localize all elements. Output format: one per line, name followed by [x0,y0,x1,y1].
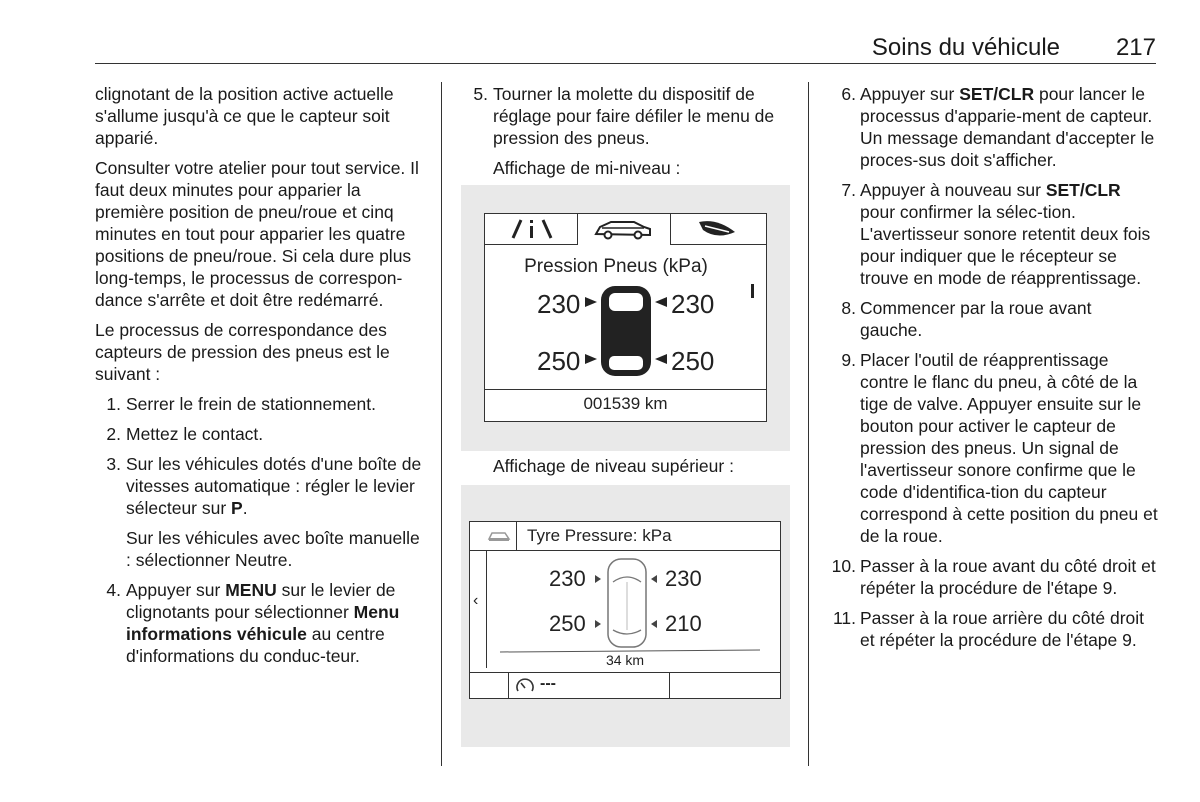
footer-divider-left [508,672,509,698]
section-title: Soins du véhicule [871,34,1060,61]
paragraph-2: Consulter votre atelier pour tout service. Il faut deux minutes pour apparier la première position de pneu/roue et cinq minutes en tout pour apparier les quatre positions de pneu/roue. Si cela dure plus long‐temps, le processus de correspon‐dance s'arrête et doit être redémarré. [95,158,419,310]
list-item [828,555,1158,599]
caption-upper-level: Affichage de niveau supérieur : [493,456,734,476]
caption-mid-level: Affichage de mi-niveau : [493,158,681,178]
step-text: Mettez le contact. [126,424,264,444]
step-text: Sur les véhicules dotés d'une boîte de vitesses automatique : régler le levier sélecteur sur [126,454,422,518]
step-number: 9. [841,350,856,370]
step-subtext: Sur les véhicules avec boîte manuelle : sélectionner Neutre. [126,528,420,570]
column-divider-2 [808,82,809,766]
step-text: Placer l'outil de réapprentissage contre le flanc du pneu, à côté de la tige de valve. Appuyer ensuite sur le bouton pour activer le capteur de pression des pneus. Un signal de l'avertisseur sonore confirme que le code d'identifica‐tion du capteur correspond à cette position du pneu et de la roue. [860,350,1158,546]
pressure-front-left: 230 [549,566,586,591]
step-bold: SET/CLR [1045,180,1121,200]
column-divider-1 [441,82,442,766]
display-screen [484,213,767,422]
paragraph-3: Le processus de correspondance des capteurs de pression des pneus est le suivant : [95,320,390,384]
list-item [95,453,427,571]
tire-pressure-title: Pression Pneus (kPa) [524,256,708,277]
step-text: Commencer par la roue avant gauche. [860,298,1092,340]
list-item [828,607,1158,651]
footer-divider [470,672,780,673]
odometer-divider [485,389,766,390]
list-item [828,83,1158,171]
paragraph-1: clignotant de la position active actuelle s'allume jusqu'à ce que le capteur soit apparié. [95,84,394,148]
step-number: 8. [841,298,856,318]
step-text-end: au centre d'informations du conduc‐teur. [126,624,385,666]
pressure-front-left: 230 [537,289,581,319]
step-number: 4. [106,580,121,600]
step-number: 1. [106,394,121,414]
speedometer-icon [515,678,535,694]
step-number: 2. [106,424,121,444]
step-text: Appuyer sur [126,580,226,600]
footer-divider-right [669,672,670,698]
pressure-front-right: 230 [665,566,702,591]
pressure-rear-right: 210 [665,611,702,636]
step-text: Appuyer sur [860,84,960,104]
step-text: Serrer le frein de stationnement. [126,394,376,414]
tire-pressure-title: Tyre Pressure: kPa [527,526,672,545]
pressure-front-right: 230 [671,289,715,319]
step-number: 5. [473,84,488,104]
step-text-end: . [242,498,248,518]
pressure-rear-left: 250 [537,346,581,376]
mid-level-display-figure [461,185,790,451]
odometer-value: 001539 km [583,394,668,413]
steps-list-2 [470,83,792,149]
step-number: 11. [832,608,856,628]
list-item [828,349,1158,547]
steps-list-3 [828,83,1158,651]
chevron-left-icon[interactable]: ‹ [473,592,479,609]
footer-value: --- [540,675,556,692]
step-text-end: pour lancer le processus d'apparie‐ment de capteur. Un message demandant d'accepter le proces‐sus doit s'afficher. [860,84,1155,170]
step-text: Passer à la roue arrière du côté droit et répéter la procédure de l'étape 9. [860,608,1145,650]
step-text-end: pour confirmer la sélec‐tion. L'avertisseur sonore retentit deux fois pour indiquer que le récepteur se trouve en mode de réapprentissage. [860,202,1151,288]
pressure-rear-left: 250 [549,611,586,636]
step-text: Passer à la roue avant du côté droit et répéter la procédure de l'étape 9. [860,556,1156,598]
column-left [95,83,427,675]
step-text: Appuyer à nouveau sur [860,180,1046,200]
step-bold-menu: MENU [225,580,277,600]
display-screen [469,521,781,699]
trip-distance: 34 km [605,652,645,668]
list-item [828,297,1158,341]
step-number: 7. [841,180,856,200]
list-item [828,179,1158,289]
header-divider [95,63,1156,64]
list-item [470,83,792,149]
steps-list-1 [95,393,427,667]
step-bold: SET/CLR [959,84,1035,104]
step-number: 3. [106,454,121,474]
step-number: 10. [831,556,856,576]
list-item [95,579,427,667]
page-number: 217 [1115,34,1156,61]
list-item [95,393,427,415]
upper-level-display-figure [461,485,790,747]
step-bold: P [231,498,243,518]
step-number: 6. [841,84,856,104]
step-bold-menu-item: Menu informations véhicule [126,602,400,644]
pressure-rear-right: 250 [671,346,715,376]
list-item [95,423,427,445]
step-text-mid: sur le levier de clignotants pour sélectionner [126,580,396,622]
column-right [828,83,1158,659]
step-text: Tourner la molette du dispositif de réglage pour faire défiler le menu de pression des pneus. [493,84,775,148]
